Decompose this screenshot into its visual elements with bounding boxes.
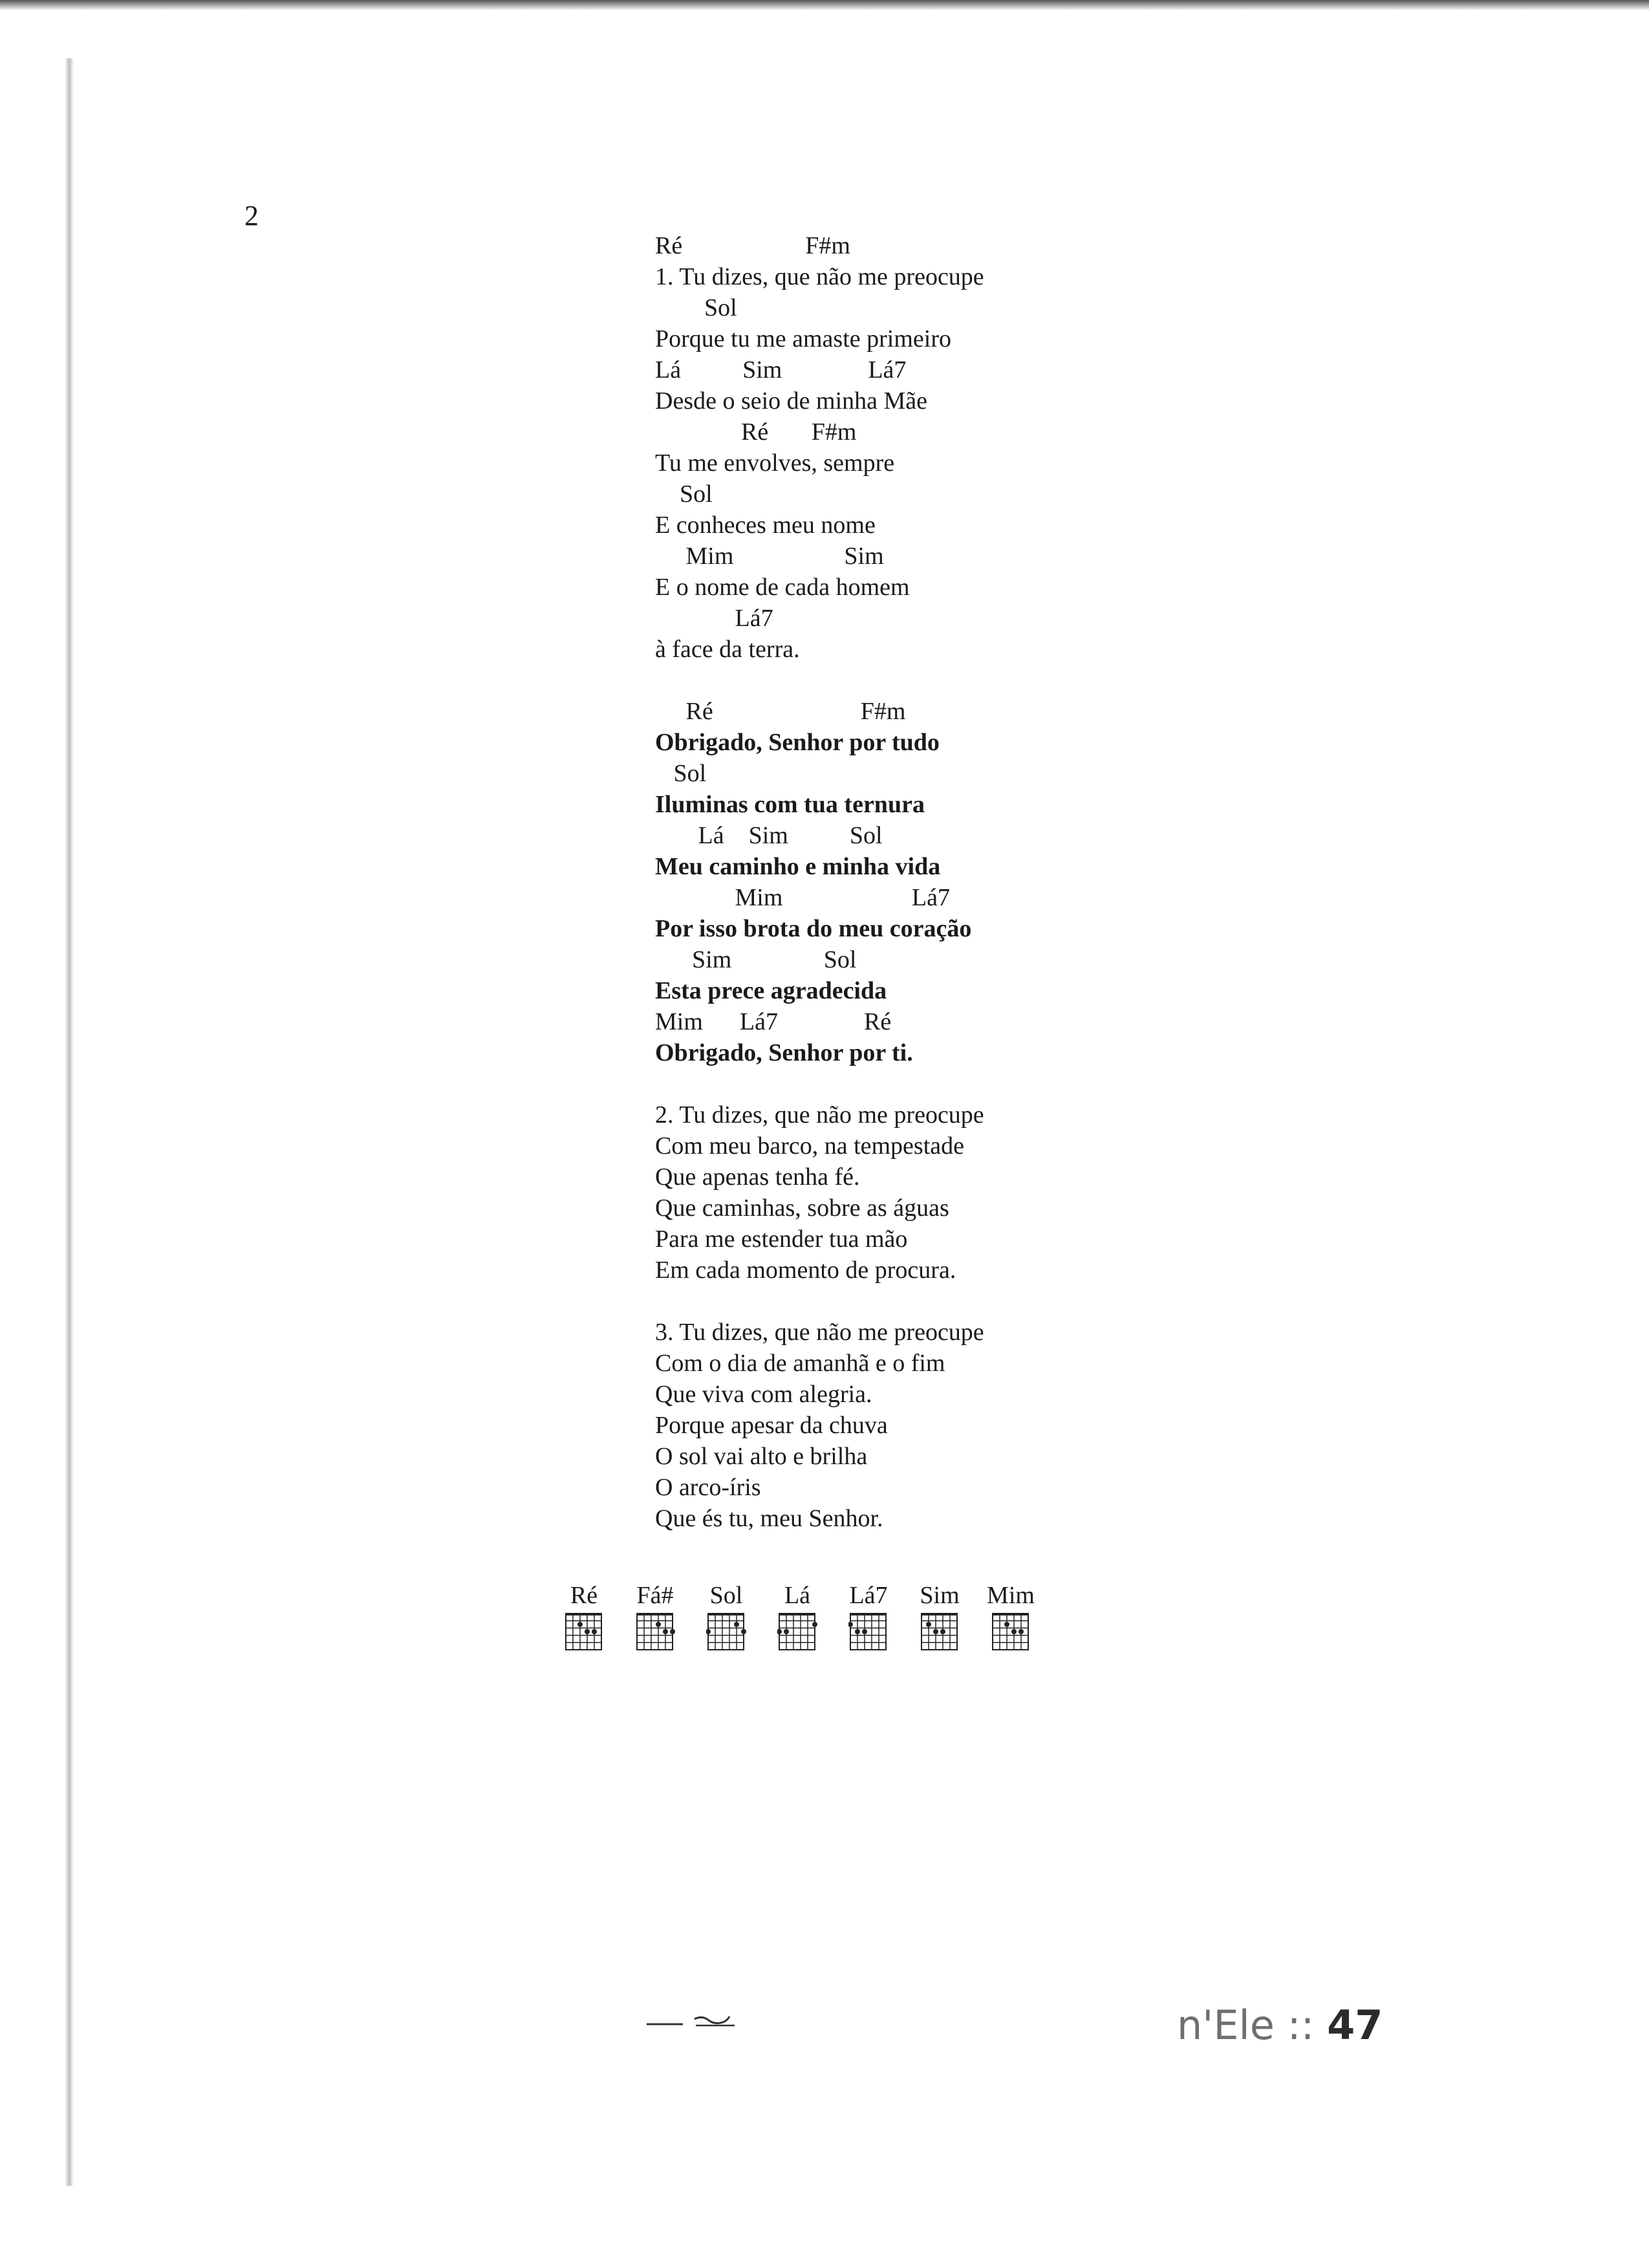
footer-brand — [1177, 2002, 1383, 2049]
fretboard-grid-icon — [848, 1611, 889, 1652]
stanza-gap — [655, 665, 984, 696]
fretboard-grid-icon — [920, 1611, 960, 1652]
chord-name: Mim — [987, 1582, 1035, 1609]
lyric-line: Para me estender tua mão — [655, 1226, 908, 1253]
chord-diagrams — [555, 1581, 1072, 1659]
fretboard-grid-icon — [777, 1611, 817, 1652]
fretboard-grid-icon — [706, 1611, 746, 1652]
chord-diagram — [697, 1581, 755, 1652]
stanza-gap — [655, 1286, 984, 1317]
chorus-line: Esta prece agradecida — [655, 977, 887, 1004]
scan-edge-top — [0, 0, 1649, 10]
chord-line: Ré F#m — [655, 698, 906, 725]
lyric-line: Que viva com alegria. — [655, 1381, 872, 1408]
chord-diagram — [768, 1581, 826, 1652]
lyric-line: E conheces meu nome — [655, 512, 876, 539]
fretboard-grid-icon — [635, 1611, 675, 1652]
fretboard-grid-icon — [564, 1611, 604, 1652]
lyric-line: Que caminhas, sobre as águas — [655, 1194, 949, 1222]
lyric-line: O arco-íris — [655, 1474, 761, 1501]
chord-diagram — [555, 1581, 613, 1652]
chorus-line: Meu caminho e minha vida — [655, 853, 941, 880]
chord-line: Ré F#m — [655, 232, 850, 259]
lyric-line: Tu me envolves, sempre — [655, 449, 895, 477]
lyric-line: Que apenas tenha fé. — [655, 1163, 860, 1191]
chord-line: Mim Lá7 — [655, 884, 950, 911]
lyric-line: à face da terra. — [655, 636, 800, 663]
chord-line: Ré F#m — [655, 418, 857, 446]
footer-brand-text: n'Ele :: — [1177, 2002, 1315, 2049]
chord-line: Mim Lá7 Ré — [655, 1008, 892, 1035]
fretboard-grid-icon — [991, 1611, 1031, 1652]
chord-diagram — [839, 1581, 898, 1652]
lyric-line: Porque apesar da chuva — [655, 1412, 888, 1439]
scan-edge-left — [65, 58, 74, 2186]
chord-line: Sol — [655, 481, 713, 508]
lyric-line: 1. Tu dizes, que não me preocupe — [655, 263, 984, 290]
chord-line: Lá Sim Sol — [655, 822, 883, 849]
chorus-line: Iluminas com tua ternura — [655, 791, 925, 818]
chord-line: Sim Sol — [655, 946, 857, 973]
chorus-line: Obrigado, Senhor por tudo — [655, 729, 940, 756]
lyric-line: Desde o seio de minha Mãe — [655, 387, 928, 415]
chord-diagram — [911, 1581, 969, 1652]
decorative-mark-icon — [644, 2013, 741, 2032]
lyric-line: Que és tu, meu Senhor. — [655, 1505, 883, 1532]
chord-line: Sol — [655, 760, 707, 787]
chord-name: Lá — [784, 1582, 811, 1609]
lyric-line: 3. Tu dizes, que não me preocupe — [655, 1319, 984, 1346]
chord-name: Sol — [709, 1582, 743, 1609]
chord-name: Sim — [920, 1582, 960, 1609]
lyric-line: Em cada momento de procura. — [655, 1257, 956, 1284]
chord-diagram — [982, 1581, 1040, 1652]
lyric-line: O sol vai alto e brilha — [655, 1443, 868, 1470]
chord-name: Lá7 — [849, 1582, 888, 1609]
lyric-line: Porque tu me amaste primeiro — [655, 325, 951, 352]
song-number: 2 — [244, 200, 259, 232]
chorus-line: Por isso brota do meu coração — [655, 915, 972, 942]
song-text — [655, 230, 984, 1534]
chord-diagram — [626, 1581, 684, 1652]
chord-name: Ré — [570, 1582, 598, 1609]
lyric-line: Com meu barco, na tempestade — [655, 1132, 965, 1160]
chord-line: Sol — [655, 294, 737, 321]
chord-name: Fá# — [636, 1582, 674, 1609]
stanza-gap — [655, 1068, 984, 1099]
chord-line: Lá7 — [655, 605, 773, 632]
chord-line: Lá Sim Lá7 — [655, 356, 907, 383]
lyric-line: 2. Tu dizes, que não me preocupe — [655, 1101, 984, 1129]
chorus-line: Obrigado, Senhor por ti. — [655, 1039, 913, 1066]
footer-page-number: 47 — [1327, 2002, 1383, 2049]
lyric-line: E o nome de cada homem — [655, 574, 910, 601]
chord-line: Mim Sim — [655, 543, 884, 570]
lyric-line: Com o dia de amanhã e o fim — [655, 1350, 945, 1377]
